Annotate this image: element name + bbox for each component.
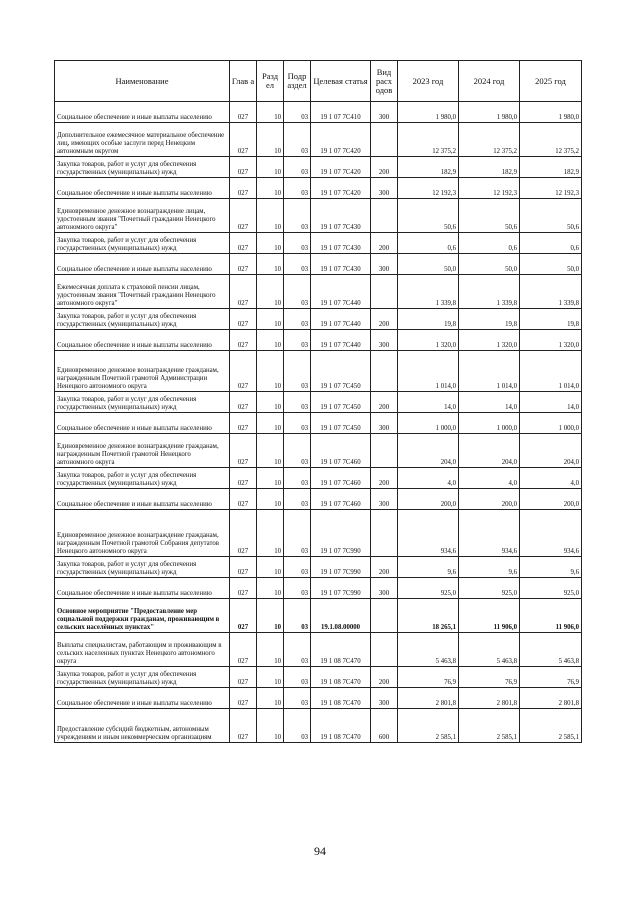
row-name: Социальное обеспечение и иные выплаты населению xyxy=(55,102,230,123)
row-target-article: 19 1 08 7С470 xyxy=(311,633,371,667)
row-expense-type xyxy=(371,633,398,667)
row-subsection: 03 xyxy=(284,123,311,157)
row-year-2025: 934,6 xyxy=(520,510,582,557)
row-year-2024: 76,9 xyxy=(459,667,520,688)
row-name: Единовременное денежное вознаграждение гражданам, награжденным Почетной грамотой Администрации Ненецкого автономного округа xyxy=(55,351,230,392)
row-expense-type xyxy=(371,275,398,309)
row-year-2025: 2 585,1 xyxy=(520,709,582,743)
row-name: Социальное обеспечение и иные выплаты населению xyxy=(55,178,230,199)
row-year-2023: 12 375,2 xyxy=(398,123,459,157)
row-year-2024: 50,6 xyxy=(459,199,520,233)
row-year-2024: 11 906,0 xyxy=(459,599,520,633)
row-target-article: 19 1 07 7С440 xyxy=(311,309,371,330)
table-row xyxy=(55,199,582,233)
row-chapter: 027 xyxy=(230,557,257,578)
table-row xyxy=(55,557,582,578)
row-year-2025: 12 375,2 xyxy=(520,123,582,157)
row-chapter: 027 xyxy=(230,578,257,599)
row-year-2025: 1 014,0 xyxy=(520,351,582,392)
row-year-2023: 1 980,0 xyxy=(398,102,459,123)
row-year-2023: 1 339,8 xyxy=(398,275,459,309)
row-year-2023: 1 000,0 xyxy=(398,413,459,434)
row-name: Закупка товаров, работ и услуг для обеспечения государственных (муниципальных) нужд xyxy=(55,557,230,578)
row-year-2024: 12 375,2 xyxy=(459,123,520,157)
row-section: 10 xyxy=(257,233,284,254)
row-year-2023: 925,0 xyxy=(398,578,459,599)
page-number: 94 xyxy=(314,844,326,858)
row-year-2025: 0,6 xyxy=(520,233,582,254)
header-name: Наименование xyxy=(55,61,230,102)
row-expense-type: 200 xyxy=(371,309,398,330)
row-target-article: 19 1 07 7С990 xyxy=(311,578,371,599)
budget-table-wrapper xyxy=(54,60,581,743)
header-section: Разд ел xyxy=(257,61,284,102)
row-expense-type: 600 xyxy=(371,709,398,743)
row-expense-type: 300 xyxy=(371,330,398,351)
table-row xyxy=(55,330,582,351)
row-year-2024: 925,0 xyxy=(459,578,520,599)
row-target-article: 19 1 07 7С430 xyxy=(311,199,371,233)
row-expense-type: 300 xyxy=(371,413,398,434)
row-name: Социальное обеспечение и иные выплаты населению xyxy=(55,330,230,351)
row-chapter: 027 xyxy=(230,330,257,351)
row-year-2025: 9,6 xyxy=(520,557,582,578)
row-expense-type: 200 xyxy=(371,667,398,688)
row-year-2023: 1 320,0 xyxy=(398,330,459,351)
row-year-2023: 12 192,3 xyxy=(398,178,459,199)
row-expense-type: 200 xyxy=(371,233,398,254)
row-subsection: 03 xyxy=(284,157,311,178)
row-chapter: 027 xyxy=(230,667,257,688)
row-chapter: 027 xyxy=(230,434,257,468)
header-year-2025: 2025 год xyxy=(520,61,582,102)
row-name: Выплаты специалистам, работающим и проживающим в сельских населенных пунктах Ненецкого автономного округа xyxy=(55,633,230,667)
table-row xyxy=(55,578,582,599)
header-year-2024: 2024 год xyxy=(459,61,520,102)
row-subsection: 03 xyxy=(284,309,311,330)
row-year-2025: 182,9 xyxy=(520,157,582,178)
row-year-2025: 200,0 xyxy=(520,489,582,510)
row-section: 10 xyxy=(257,599,284,633)
row-year-2024: 182,9 xyxy=(459,157,520,178)
row-subsection: 03 xyxy=(284,599,311,633)
row-year-2023: 50,0 xyxy=(398,254,459,275)
row-expense-type xyxy=(371,434,398,468)
row-target-article: 19 1 07 7С410 xyxy=(311,102,371,123)
row-expense-type: 200 xyxy=(371,392,398,413)
row-year-2025: 12 192,3 xyxy=(520,178,582,199)
row-target-article: 19 1 08 7С470 xyxy=(311,688,371,709)
row-section: 10 xyxy=(257,434,284,468)
row-chapter: 027 xyxy=(230,688,257,709)
row-target-article: 19 1 07 7С990 xyxy=(311,557,371,578)
row-year-2025: 1 320,0 xyxy=(520,330,582,351)
table-row xyxy=(55,413,582,434)
row-year-2024: 1 014,0 xyxy=(459,351,520,392)
row-year-2024: 0,6 xyxy=(459,233,520,254)
table-row xyxy=(55,667,582,688)
row-year-2023: 19,8 xyxy=(398,309,459,330)
header-target-article: Целевая статья xyxy=(311,61,371,102)
row-name: Единовременное денежное вознаграждение гражданам, награжденным Почетной грамотой Ненецкого автономного округа xyxy=(55,434,230,468)
row-name: Социальное обеспечение и иные выплаты населению xyxy=(55,688,230,709)
row-expense-type xyxy=(371,510,398,557)
table-row xyxy=(55,468,582,489)
header-expense-type: Вид расх одов xyxy=(371,61,398,102)
row-year-2024: 1 980,0 xyxy=(459,102,520,123)
row-year-2024: 2 801,8 xyxy=(459,688,520,709)
row-chapter: 027 xyxy=(230,633,257,667)
row-year-2023: 50,6 xyxy=(398,199,459,233)
row-section: 10 xyxy=(257,510,284,557)
table-row xyxy=(55,688,582,709)
row-section: 10 xyxy=(257,330,284,351)
table-row xyxy=(55,102,582,123)
row-year-2025: 76,9 xyxy=(520,667,582,688)
row-year-2023: 204,0 xyxy=(398,434,459,468)
row-year-2023: 182,9 xyxy=(398,157,459,178)
row-name: Социальное обеспечение и иные выплаты населению xyxy=(55,254,230,275)
row-year-2024: 50,0 xyxy=(459,254,520,275)
row-chapter: 027 xyxy=(230,599,257,633)
row-name: Закупка товаров, работ и услуг для обеспечения государственных (муниципальных) нужд xyxy=(55,667,230,688)
row-section: 10 xyxy=(257,392,284,413)
row-section: 10 xyxy=(257,178,284,199)
row-target-article: 19 1 07 7С460 xyxy=(311,434,371,468)
row-chapter: 027 xyxy=(230,468,257,489)
table-row xyxy=(55,510,582,557)
row-subsection: 03 xyxy=(284,489,311,510)
row-expense-type: 200 xyxy=(371,157,398,178)
row-expense-type: 300 xyxy=(371,102,398,123)
row-chapter: 027 xyxy=(230,178,257,199)
row-chapter: 027 xyxy=(230,157,257,178)
row-subsection: 03 xyxy=(284,233,311,254)
row-year-2023: 18 265,1 xyxy=(398,599,459,633)
row-section: 10 xyxy=(257,199,284,233)
row-name: Основное мероприятие "Предоставление мер социальной поддержки гражданам, проживающим в сельских населённых пунктах" xyxy=(55,599,230,633)
header-year-2023: 2023 год xyxy=(398,61,459,102)
row-year-2025: 14,0 xyxy=(520,392,582,413)
row-chapter: 027 xyxy=(230,275,257,309)
table-row xyxy=(55,178,582,199)
row-name: Социальное обеспечение и иные выплаты населению xyxy=(55,578,230,599)
row-expense-type: 300 xyxy=(371,688,398,709)
row-name: Закупка товаров, работ и услуг для обеспечения государственных (муниципальных) нужд xyxy=(55,392,230,413)
row-year-2023: 200,0 xyxy=(398,489,459,510)
row-year-2025: 11 906,0 xyxy=(520,599,582,633)
row-year-2024: 204,0 xyxy=(459,434,520,468)
row-year-2024: 9,6 xyxy=(459,557,520,578)
table-row xyxy=(55,351,582,392)
row-name: Дополнительное ежемесячное материальное обеспечение лиц, имеющих особые заслуги перед Ненецким автономным округом xyxy=(55,123,230,157)
row-target-article: 19 1 07 7С440 xyxy=(311,275,371,309)
row-name: Предоставление субсидий бюджетным, автономным учреждениям и иным некоммерческим организациям xyxy=(55,709,230,743)
row-section: 10 xyxy=(257,275,284,309)
row-year-2024: 1 339,8 xyxy=(459,275,520,309)
row-section: 10 xyxy=(257,468,284,489)
row-section: 10 xyxy=(257,123,284,157)
row-name: Закупка товаров, работ и услуг для обеспечения государственных (муниципальных) нужд xyxy=(55,157,230,178)
row-section: 10 xyxy=(257,633,284,667)
row-expense-type: 300 xyxy=(371,489,398,510)
row-year-2024: 2 585,1 xyxy=(459,709,520,743)
row-name: Единовременное денежное вознаграждение гражданам, награжденным Почетной грамотой Собрания депутатов Ненецкого автономного округа xyxy=(55,510,230,557)
row-chapter: 027 xyxy=(230,233,257,254)
row-chapter: 027 xyxy=(230,199,257,233)
row-year-2023: 9,6 xyxy=(398,557,459,578)
row-target-article: 19 1 08 7С470 xyxy=(311,667,371,688)
row-subsection: 03 xyxy=(284,633,311,667)
row-subsection: 03 xyxy=(284,199,311,233)
table-row xyxy=(55,489,582,510)
row-target-article: 19 1 07 7С450 xyxy=(311,413,371,434)
row-subsection: 03 xyxy=(284,578,311,599)
row-year-2025: 50,0 xyxy=(520,254,582,275)
row-name: Закупка товаров, работ и услуг для обеспечения государственных (муниципальных) нужд xyxy=(55,309,230,330)
table-row xyxy=(55,309,582,330)
row-year-2025: 204,0 xyxy=(520,434,582,468)
row-year-2023: 14,0 xyxy=(398,392,459,413)
row-year-2024: 934,6 xyxy=(459,510,520,557)
row-target-article: 19 1 07 7С450 xyxy=(311,392,371,413)
row-subsection: 03 xyxy=(284,434,311,468)
row-year-2024: 4,0 xyxy=(459,468,520,489)
row-year-2023: 2 801,8 xyxy=(398,688,459,709)
row-chapter: 027 xyxy=(230,489,257,510)
row-chapter: 027 xyxy=(230,309,257,330)
row-year-2025: 925,0 xyxy=(520,578,582,599)
table-row xyxy=(55,434,582,468)
row-year-2024: 19,8 xyxy=(459,309,520,330)
row-expense-type xyxy=(371,599,398,633)
row-expense-type: 300 xyxy=(371,254,398,275)
row-expense-type xyxy=(371,351,398,392)
row-year-2025: 2 801,8 xyxy=(520,688,582,709)
row-chapter: 027 xyxy=(230,413,257,434)
row-section: 10 xyxy=(257,578,284,599)
row-chapter: 027 xyxy=(230,392,257,413)
row-year-2023: 1 014,0 xyxy=(398,351,459,392)
row-year-2023: 0,6 xyxy=(398,233,459,254)
row-subsection: 03 xyxy=(284,557,311,578)
row-year-2023: 4,0 xyxy=(398,468,459,489)
row-year-2025: 1 000,0 xyxy=(520,413,582,434)
row-target-article: 19 1 07 7С430 xyxy=(311,254,371,275)
row-subsection: 03 xyxy=(284,688,311,709)
row-subsection: 03 xyxy=(284,667,311,688)
row-subsection: 03 xyxy=(284,178,311,199)
table-row xyxy=(55,254,582,275)
row-section: 10 xyxy=(257,413,284,434)
row-year-2025: 50,6 xyxy=(520,199,582,233)
row-expense-type: 300 xyxy=(371,578,398,599)
row-subsection: 03 xyxy=(284,351,311,392)
row-expense-type: 200 xyxy=(371,468,398,489)
row-name: Социальное обеспечение и иные выплаты населению xyxy=(55,489,230,510)
row-year-2024: 1 000,0 xyxy=(459,413,520,434)
table-row xyxy=(55,392,582,413)
row-section: 10 xyxy=(257,102,284,123)
row-year-2024: 5 463,8 xyxy=(459,633,520,667)
row-year-2024: 12 192,3 xyxy=(459,178,520,199)
row-name: Единовременное денежное вознаграждение лицам, удостоенным звания "Почетный гражданин Ненецкого автономного округа" xyxy=(55,199,230,233)
row-year-2025: 5 463,8 xyxy=(520,633,582,667)
row-section: 10 xyxy=(257,351,284,392)
row-section: 10 xyxy=(257,157,284,178)
row-section: 10 xyxy=(257,489,284,510)
row-subsection: 03 xyxy=(284,709,311,743)
row-target-article: 19 1 07 7С460 xyxy=(311,489,371,510)
row-section: 10 xyxy=(257,688,284,709)
row-target-article: 19 1 07 7С460 xyxy=(311,468,371,489)
row-target-article: 19 1 08 7С470 xyxy=(311,709,371,743)
budget-table xyxy=(54,60,582,743)
row-chapter: 027 xyxy=(230,351,257,392)
row-subsection: 03 xyxy=(284,102,311,123)
row-chapter: 027 xyxy=(230,709,257,743)
table-row xyxy=(55,123,582,157)
row-subsection: 03 xyxy=(284,392,311,413)
row-chapter: 027 xyxy=(230,123,257,157)
row-section: 10 xyxy=(257,709,284,743)
row-year-2023: 2 585,1 xyxy=(398,709,459,743)
row-expense-type: 300 xyxy=(371,178,398,199)
row-target-article: 19 1 07 7С420 xyxy=(311,178,371,199)
row-target-article: 19 1 07 7С990 xyxy=(311,510,371,557)
row-target-article: 19 1 07 7С420 xyxy=(311,123,371,157)
row-year-2025: 4,0 xyxy=(520,468,582,489)
row-name: Ежемесячная доплата к страховой пенсии лицам, удостоенным звания "Почетный гражданин Ненецкого автономного округа" xyxy=(55,275,230,309)
row-year-2023: 934,6 xyxy=(398,510,459,557)
row-subsection: 03 xyxy=(284,275,311,309)
table-header-row xyxy=(55,61,582,102)
row-chapter: 027 xyxy=(230,254,257,275)
header-chapter: Глав а xyxy=(230,61,257,102)
row-target-article: 19 1 07 7С420 xyxy=(311,157,371,178)
row-year-2025: 1 339,8 xyxy=(520,275,582,309)
row-subsection: 03 xyxy=(284,468,311,489)
row-year-2025: 19,8 xyxy=(520,309,582,330)
row-year-2024: 14,0 xyxy=(459,392,520,413)
row-year-2023: 76,9 xyxy=(398,667,459,688)
row-year-2025: 1 980,0 xyxy=(520,102,582,123)
row-subsection: 03 xyxy=(284,510,311,557)
row-name: Социальное обеспечение и иные выплаты населению xyxy=(55,413,230,434)
row-name: Закупка товаров, работ и услуг для обеспечения государственных (муниципальных) нужд xyxy=(55,233,230,254)
table-row xyxy=(55,157,582,178)
row-chapter: 027 xyxy=(230,102,257,123)
table-row xyxy=(55,233,582,254)
row-subsection: 03 xyxy=(284,254,311,275)
row-target-article: 19 1 07 7С450 xyxy=(311,351,371,392)
table-row xyxy=(55,709,582,743)
row-target-article: 19 1 07 7С430 xyxy=(311,233,371,254)
row-year-2024: 1 320,0 xyxy=(459,330,520,351)
header-subsection: Подр аздел xyxy=(284,61,311,102)
row-section: 10 xyxy=(257,557,284,578)
row-expense-type xyxy=(371,123,398,157)
row-chapter: 027 xyxy=(230,510,257,557)
table-row xyxy=(55,633,582,667)
row-target-article: 19.1.08.00000 xyxy=(311,599,371,633)
row-section: 10 xyxy=(257,254,284,275)
row-expense-type xyxy=(371,199,398,233)
row-target-article: 19 1 07 7С440 xyxy=(311,330,371,351)
row-name: Закупка товаров, работ и услуг для обеспечения государственных (муниципальных) нужд xyxy=(55,468,230,489)
row-expense-type: 200 xyxy=(371,557,398,578)
table-row xyxy=(55,599,582,633)
table-row xyxy=(55,275,582,309)
row-year-2024: 200,0 xyxy=(459,489,520,510)
row-subsection: 03 xyxy=(284,330,311,351)
row-subsection: 03 xyxy=(284,413,311,434)
row-section: 10 xyxy=(257,667,284,688)
row-year-2023: 5 463,8 xyxy=(398,633,459,667)
row-section: 10 xyxy=(257,309,284,330)
